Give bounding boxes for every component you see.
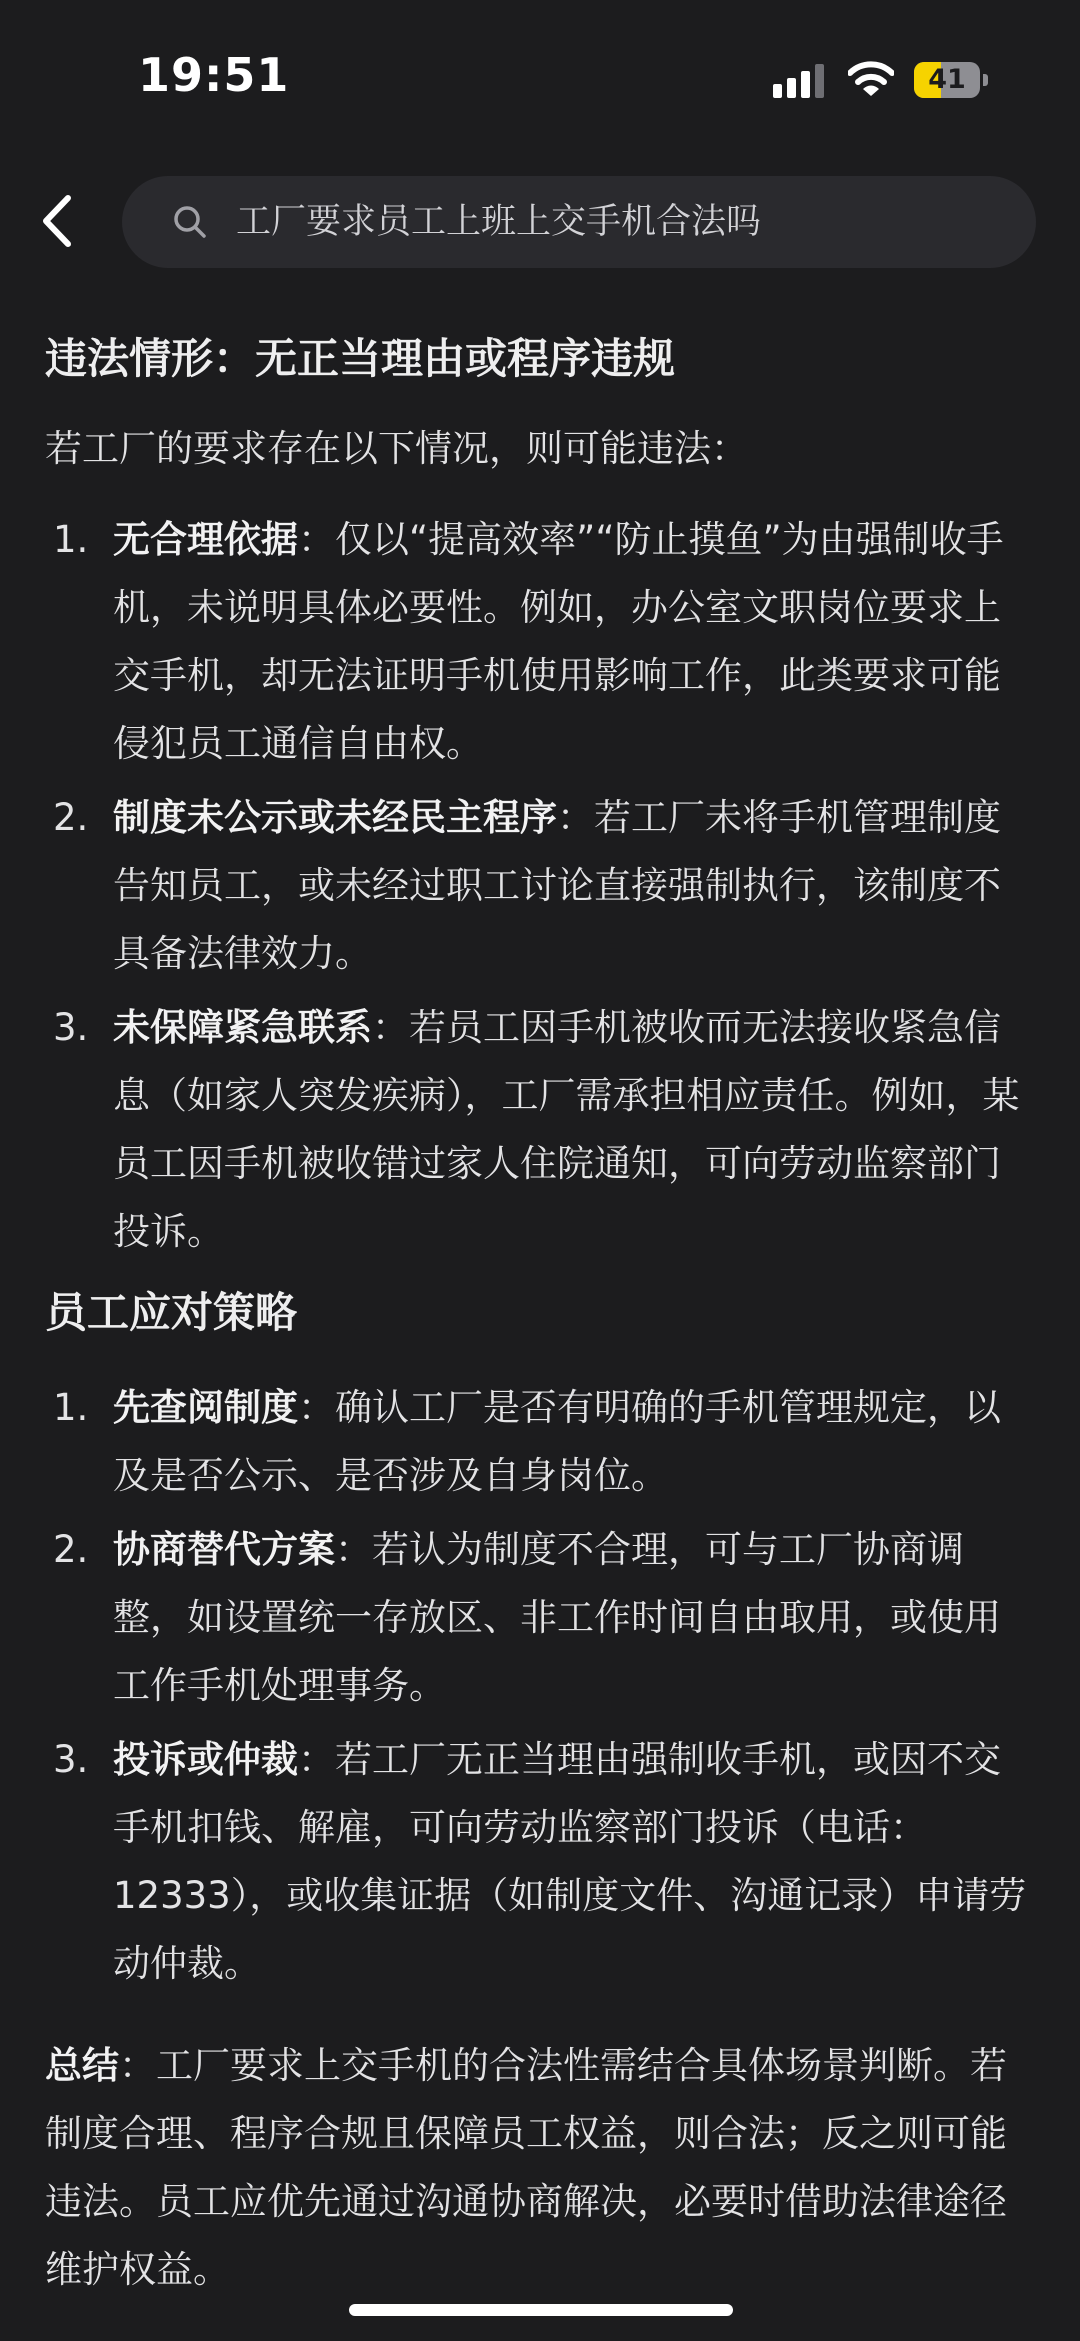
list-item-text: ：若工厂未将手机管理制度告知员工，或未经过职工讨论直接强制执行，该制度不具备法律效力。 [113, 796, 1001, 975]
list-item [45, 1516, 1035, 1720]
list-number: 1. [53, 518, 89, 561]
chevron-left-icon [34, 190, 82, 252]
home-indicator[interactable] [349, 2304, 733, 2316]
list-item-heading: 协商替代方案 [113, 1528, 335, 1571]
summary-heading: 总结 [45, 2044, 119, 2087]
cellular-signal-icon [773, 64, 825, 98]
list-item-text: ：若认为制度不合理，可与工厂协商调整，如设置统一存放区、非工作时间自由取用，或使用工作手机处理事务。 [113, 1528, 1001, 1707]
list-item [45, 784, 1035, 988]
list-item-text: ：仅以“提高效率”“防止摸鱼”为由强制收手机，未说明具体必要性。例如，办公室文职岗位要求上交手机，却无法证明手机使用影响工作，此类要求可能侵犯员工通信自由权。 [113, 518, 1004, 765]
list-number: 2. [53, 796, 89, 839]
list-item-text: ：确认工厂是否有明确的手机管理规定，以及是否公示、是否涉及自身岗位。 [113, 1386, 1001, 1497]
list-number: 3. [53, 1006, 89, 1049]
list-item [45, 1374, 1035, 1510]
violation-list [45, 506, 1035, 1266]
battery-body [914, 62, 980, 98]
list-item-heading: 投诉或仲裁 [113, 1738, 298, 1781]
battery-icon [914, 62, 988, 98]
list-item-heading: 先查阅制度 [113, 1386, 298, 1429]
list-item-heading: 制度未公示或未经民主程序 [113, 796, 557, 839]
search-box[interactable] [122, 176, 1036, 268]
battery-level: 41 [928, 64, 966, 95]
list-item-heading: 无合理依据 [113, 518, 298, 561]
battery-cap [983, 74, 988, 86]
list-item-text: ：若员工因手机被收而无法接收紧急信息（如家人突发疾病），工厂需承担相应责任。例如，某员工因手机被收错过家人住院通知，可向劳动监察部门投诉。 [113, 1006, 1020, 1253]
section-intro: 若工厂的要求存在以下情况，则可能违法： [45, 427, 748, 470]
list-number: 2. [53, 1528, 89, 1571]
status-time: 19:51 [138, 48, 290, 102]
list-item [45, 506, 1035, 778]
answer-content [45, 322, 1035, 2304]
wifi-icon [848, 60, 894, 98]
summary-text: ：工厂要求上交手机的合法性需结合具体场景判断。若制度合理、程序合规且保障员工权益，则合法；反之则可能违法。员工应优先通过沟通协商解决，必要时借助法律途径维护权益。 [45, 2044, 1007, 2291]
list-item [45, 1726, 1035, 1998]
strategy-list [45, 1374, 1035, 1998]
section-title-strategies: 员工应对策略 [45, 1288, 298, 1337]
list-item-text: ：若工厂无正当理由强制收手机，或因不交手机扣钱、解雇，可向劳动监察部门投诉（电话：12333），或收集证据（如制度文件、沟通记录）申请劳动仲裁。 [113, 1738, 1027, 1985]
section-title-violations: 违法情形：无正当理由或程序违规 [45, 334, 676, 383]
list-number: 1. [53, 1386, 89, 1429]
list-item [45, 994, 1035, 1266]
search-icon [172, 204, 208, 240]
status-bar [0, 0, 1080, 150]
summary-paragraph [45, 2032, 1035, 2304]
list-number: 3. [53, 1738, 89, 1781]
search-query[interactable]: 工厂要求员工上班上交手机合法吗 [236, 202, 762, 242]
back-button[interactable] [34, 190, 82, 252]
list-item-heading: 未保障紧急联系 [113, 1006, 372, 1049]
